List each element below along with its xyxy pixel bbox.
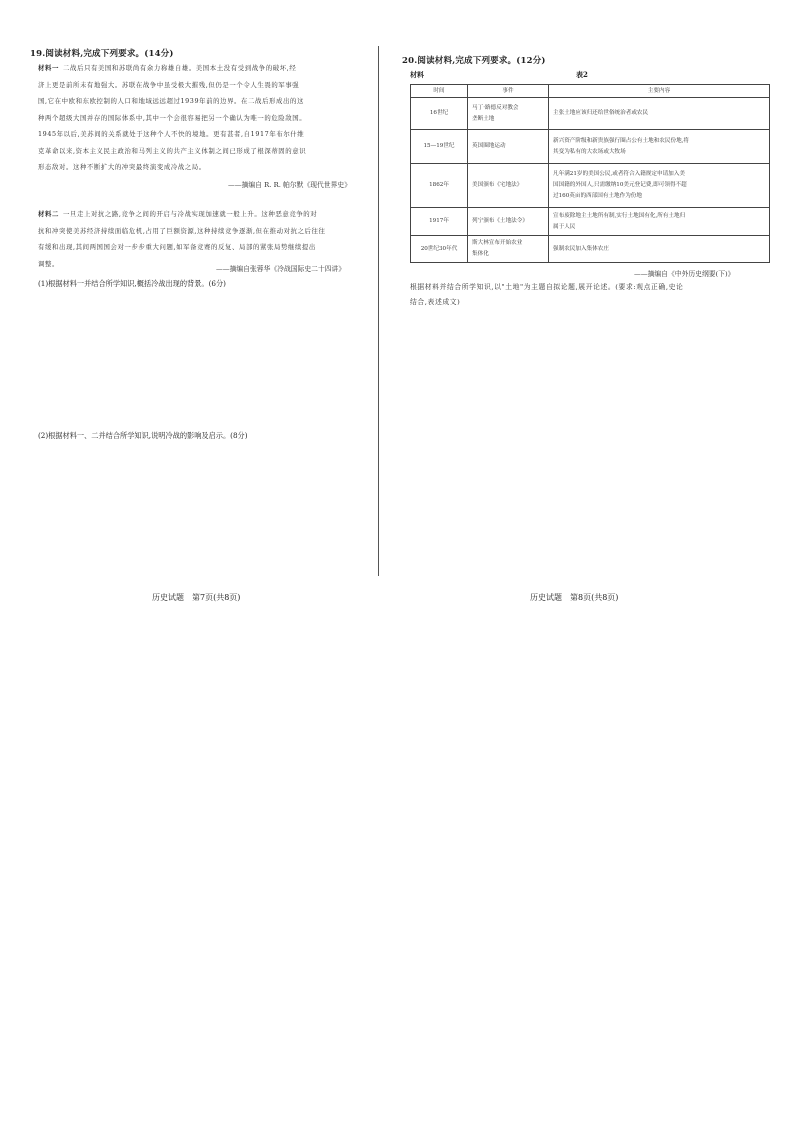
table-header-cell: 主要内容 bbox=[549, 85, 770, 98]
question-20-prompt bbox=[410, 280, 770, 310]
table-title: 表2 bbox=[576, 70, 588, 79]
material-2-line: 抗和冲突使美苏经济持续面临危机,占用了巨额资源,这种持续竞争逐渐,但在推动对抗之后往往 bbox=[38, 226, 326, 235]
table-header-cell: 事件 bbox=[468, 85, 549, 98]
material-2-text: 一旦走上对抗之路,竞争之间的开启与冷战实现加速就一般上升。这种恶意竞争的对 bbox=[62, 210, 318, 218]
material-1 bbox=[38, 60, 368, 176]
table-row bbox=[411, 130, 770, 164]
prompt-line: 结合,表述成文) bbox=[410, 298, 461, 306]
material-1-line: 济上更是前所未有地强大。苏联在战争中虽受极大摧残,但仍是一个令人生畏的军事强 bbox=[38, 80, 300, 89]
table-row bbox=[411, 164, 770, 208]
material-label: 材料 bbox=[410, 70, 424, 79]
question-20-title: 20.阅读材料,完成下列要求。(12分) bbox=[402, 56, 546, 66]
material-2-line: 有缓和出现,其间两国国会对一步步重大问题,如军备竞赛的反复、局部的紧张局势继续提出 bbox=[38, 243, 316, 251]
table-source: ——摘编自《中外历史纲要(下)》 bbox=[634, 270, 735, 278]
table-row bbox=[411, 236, 770, 263]
sub-question-1: (1)根据材料一并结合所学知识,概括冷战出现的背景。(6分) bbox=[38, 279, 226, 288]
table-row bbox=[411, 208, 770, 236]
land-events-table bbox=[410, 84, 770, 263]
prompt-line: 根据材料并结合所学知识,以"土地"为主题自拟论题,展开论述。(要求:观点正确,史论 bbox=[410, 283, 684, 291]
answer-space-20[interactable] bbox=[410, 316, 770, 572]
table-cell-time: 15—19世纪 bbox=[411, 130, 468, 164]
page-footer-right: 历史试题 第8页(共8页) bbox=[530, 593, 619, 602]
material-1-source: ——摘编自 R. R. 帕尔默《现代世界史》 bbox=[228, 181, 351, 189]
answer-space-1[interactable] bbox=[38, 295, 368, 425]
material-1-line: 克革命以来,资本主义民主政治和马列主义的共产主义体制之间已形成了根深蒂固的意识 bbox=[38, 146, 307, 155]
table-cell-event: 斯大林宣布开始农业 集体化 bbox=[468, 236, 549, 263]
table-cell-content: 强制农民加入集体农庄 bbox=[549, 236, 770, 263]
table-header-cell: 时间 bbox=[411, 85, 468, 98]
material-2-source: ——摘编自张蓉华《冷战国际史二十四讲》 bbox=[216, 265, 346, 273]
material-1-line: 1945年以后,美苏间的关系就处于这种个人不快的境地。更有甚者,自1917年布尔什维 bbox=[38, 130, 305, 138]
table-cell-time: 20世纪30年代 bbox=[411, 236, 468, 263]
table-cell-event: 列宁颁布《土地法令》 bbox=[468, 208, 549, 236]
material-1-line: 国,它在中欧和东欧控制的人口和地域远远超过1939年前的边界。在二战后形成出的这 bbox=[38, 97, 304, 105]
table-cell-time: 16世纪 bbox=[411, 98, 468, 130]
table-cell-content: 新兴资产阶级和新贵族强行圈占公有土地和农民份地,将 其变为私有的大农场或大牧场 bbox=[549, 130, 770, 164]
table-row bbox=[411, 98, 770, 130]
material-2-label: 材料二 bbox=[38, 210, 59, 218]
table-header-row bbox=[411, 85, 770, 98]
table-cell-content: 主张土地应该归还给世俗统治者或农民 bbox=[549, 98, 770, 130]
table-cell-event: 美国颁布《宅地法》 bbox=[468, 164, 549, 208]
table-cell-content: 宣布废除地主土地所有制,实行土地国有化,所有土地归 属于人民 bbox=[549, 208, 770, 236]
answer-space-2[interactable] bbox=[38, 447, 368, 572]
table-cell-event: 英国圈地运动 bbox=[468, 130, 549, 164]
question-19-title: 19.阅读材料,完成下列要求。(14分) bbox=[30, 49, 174, 59]
table-cell-event: 马丁·路德反对教会 垄断土地 bbox=[468, 98, 549, 130]
material-2-line bbox=[38, 206, 368, 223]
table-cell-time: 1917年 bbox=[411, 208, 468, 236]
material-1-text: 二战后只有美国和苏联尚有余力称雄自雄。美国本土没有受到战争的破坏,经 bbox=[62, 64, 297, 72]
material-2-line: 调整。 bbox=[38, 259, 59, 268]
page-divider bbox=[378, 46, 379, 576]
material-1-line: 形态敌对。这种不断扩大的冲突最终演变成冷战之局。 bbox=[38, 163, 206, 171]
material-1-line bbox=[38, 60, 368, 77]
table-cell-content: 凡年满21岁的美国公民,或者符合入籍规定申请加入美 国国籍的外国人,只需缴纳10美元登记费,即可领得不超 过160英亩的西部国有土地作为份地 bbox=[549, 164, 770, 208]
table-cell-time: 1862年 bbox=[411, 164, 468, 208]
right-page bbox=[400, 0, 800, 620]
material-1-line: 种两个超级大国并存的国际体系中,其中一个会很容易把另一个确认为唯一的危险敌国。 bbox=[38, 113, 307, 122]
page-footer-left: 历史试题 第7页(共8页) bbox=[152, 593, 241, 602]
material-1-label: 材料一 bbox=[38, 64, 59, 72]
sub-question-2: (2)根据材料一、二并结合所学知识,说明冷战的影响及启示。(8分) bbox=[38, 431, 248, 440]
left-page bbox=[0, 0, 400, 620]
